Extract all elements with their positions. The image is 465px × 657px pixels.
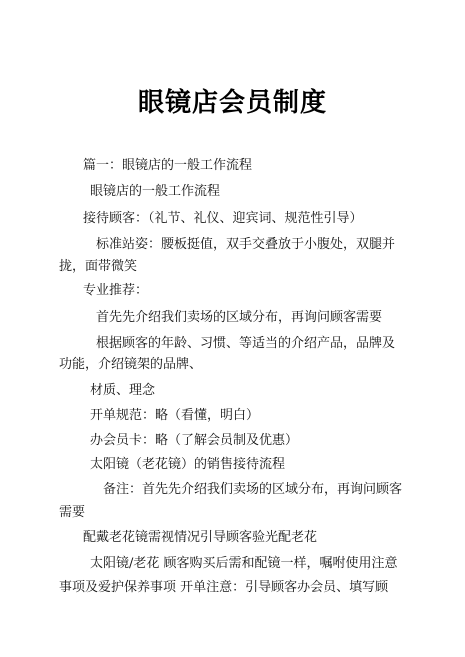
text-line: 需要 xyxy=(59,505,86,520)
text-line: 开单规范：略（看懂，明白） xyxy=(90,408,260,423)
text-line: 拢，面带微笑 xyxy=(59,259,138,274)
text-line: 专业推荐： xyxy=(83,283,149,298)
text-line: 配戴老花镜需视情况引导顾客验光配老花 xyxy=(83,530,318,545)
text-line: 篇一：眼镜店的一般工作流程 xyxy=(83,158,253,173)
text-line: 根据顾客的年龄、习惯、等适当的介绍产品，品牌及 xyxy=(96,336,396,351)
text-line: 功能，介绍镜架的品牌、 xyxy=(59,357,203,372)
text-line: 接待顾客：（礼节、礼仪、迎宾词、规范性引导） xyxy=(83,211,363,226)
text-line: 材质、理念 xyxy=(90,383,156,398)
text-line: 办会员卡：略（了解会员制及优惠） xyxy=(90,433,299,448)
text-line: 事项及爱护保养事项 开单注意：引导顾客办会员、填写顾 xyxy=(59,580,389,595)
text-line: 备注：首先先介绍我们卖场的区域分布，再询问顾客 xyxy=(103,482,403,497)
text-line: 太阳镜/老花 顾客购买后需和配镜一样，嘱咐使用注意 xyxy=(90,556,398,571)
text-line: 首先先介绍我们卖场的区域分布，再询问顾客需要 xyxy=(96,310,383,325)
document-title: 眼镜店会员制度 xyxy=(137,88,327,118)
text-line: 眼镜店的一般工作流程 xyxy=(90,184,221,199)
text-line: 标准站姿：腰板挺值，双手交叠放于小腹处，双腿并 xyxy=(96,237,396,252)
text-line: 太阳镜（老花镜）的销售接待流程 xyxy=(90,457,286,472)
